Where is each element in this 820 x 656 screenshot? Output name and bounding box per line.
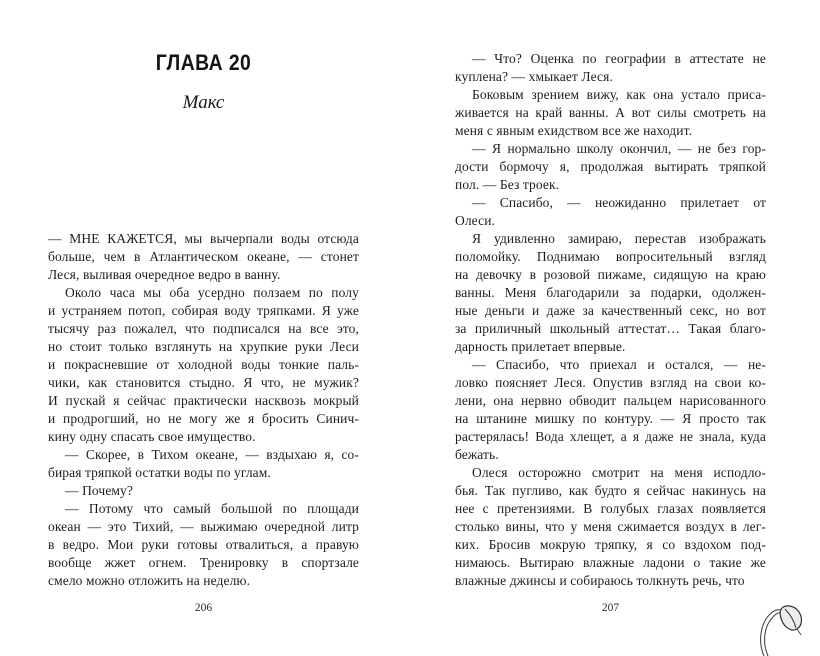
text-line: дарность прилетает впервые. <box>455 339 626 354</box>
text-line: больше, чем в Атлантическом океане, — стонет <box>48 249 359 264</box>
text-line: бежать. <box>455 447 499 462</box>
text-line: Леся, выливая очередное ведро в ванну. <box>48 267 281 282</box>
text-line: ловко поясняет Леся. Опустив взгляд на свои ко- <box>455 375 766 390</box>
page-number-left: 206 <box>194 602 213 614</box>
text-line: влажные джинсы и собираюсь толкнуть речь, что <box>455 573 745 588</box>
text-line: но стоит только взглянуть на хрупкие руки Леси <box>48 339 359 354</box>
page-number-right: 207 <box>601 602 620 614</box>
text-line: поломойку. Поднимаю вопросительный взгляд <box>455 249 766 264</box>
text-line: бирая тряпкой остатки воды по углам. <box>48 465 271 480</box>
text-line: — Спасибо, — неожиданно прилетает от <box>472 195 766 210</box>
text-line: живается на край ванны. А вот силы смотреть на <box>455 105 766 120</box>
left-page-text <box>48 230 359 590</box>
text-line: — Что? Оценка по географии в аттестате не <box>472 51 766 66</box>
right-page-text <box>455 50 766 590</box>
text-line: — МНЕ КАЖЕТСЯ, мы вычерпали воды отсюда <box>48 231 359 246</box>
text-line: нее с претензиями. В голубых глазах появляется <box>455 501 766 516</box>
text-line: лени, она нервно обводит пальцем нарисованного <box>455 393 766 408</box>
chapter-heading: ГЛАВА 20 <box>155 50 252 75</box>
text-line: Олеся осторожно смотрит на меня исподло- <box>472 465 766 480</box>
text-line: ких. Бросив мокрую тряпку, я со вздохом под- <box>455 537 766 552</box>
text-line: — Почему? <box>65 483 133 498</box>
text-line: в ведро. Мои руки готовы отвалиться, а правую <box>48 537 359 552</box>
text-line: — Потому что самый большой по площади <box>65 501 359 516</box>
text-line: и покрасневшие от холодной воды тонкие паль- <box>48 357 359 372</box>
text-line: ванны. Меня благодарили за подарки, одолжен- <box>455 285 766 300</box>
text-line: меня с явным ехидством все же находит. <box>455 123 693 138</box>
text-line: вообще жжет огнем. Тренировку в спортзале <box>48 555 359 570</box>
text-line: дости бормочу я, продолжая вытирать тряпкой <box>455 159 766 174</box>
text-line: чики, как становится стыдно. Я что, не мужик? <box>48 375 359 390</box>
text-line: тысячу раз пожалел, что подписался на все это, <box>48 321 359 336</box>
text-line: куплена? — хмыкает Леся. <box>455 69 613 84</box>
text-line: ные деньги и даже за качественный секс, но вот <box>455 303 766 318</box>
text-line: — Я нормально школу окончил, — не без гор- <box>472 141 766 156</box>
text-line: смело можно отложить на неделю. <box>48 573 251 588</box>
text-line: Я удивленно замираю, перестав изображать <box>472 231 766 246</box>
text-line: пол. — Без троек. <box>455 177 560 192</box>
text-line: — Спасибо, что приехал и остался, — не- <box>472 357 766 372</box>
text-line: И пускай я сейчас практически насквозь мокрый <box>48 393 359 408</box>
text-line: и устраняем потоп, собирая воду тряпками. Я уже <box>48 303 359 318</box>
text-line: — Скорее, в Тихом океане, — вздыхаю я, со- <box>65 447 359 462</box>
text-line: кину одну спасать свое имущество. <box>48 429 256 444</box>
text-line: Боковым зрением вижу, как она устало приса- <box>472 87 766 102</box>
text-line: за приличный школьный аттестат… Такая благо- <box>455 321 766 336</box>
text-line: столько вины, что у меня сжимается воздух в лег- <box>455 519 766 534</box>
text-line: Около часа мы оба усердно ползаем по полу <box>65 285 359 300</box>
text-line: и продрогший, но не могу же я бросить Синич- <box>48 411 359 426</box>
chapter-subtitle: Макс <box>182 92 225 113</box>
page-right <box>455 0 766 656</box>
text-line: океан — это Тихий, — выжимаю очередной литр <box>48 519 359 534</box>
text-line: на девочку в розовой пижаме, сидящую на краю <box>455 267 766 282</box>
page-left <box>48 0 359 656</box>
text-line: Олеси. <box>455 213 496 228</box>
flower-bud-icon <box>754 594 818 656</box>
text-line: на штанине мишку по контуру. — Я просто так <box>455 411 766 426</box>
text-line: бья. Так пугливо, как будто я сейчас накинусь на <box>455 483 766 498</box>
text-line: нимаюсь. Вытираю влажные ладони о такие же <box>455 555 766 570</box>
text-line: растерялась! Вода хлещет, а я даже не знала, куда <box>455 429 766 444</box>
